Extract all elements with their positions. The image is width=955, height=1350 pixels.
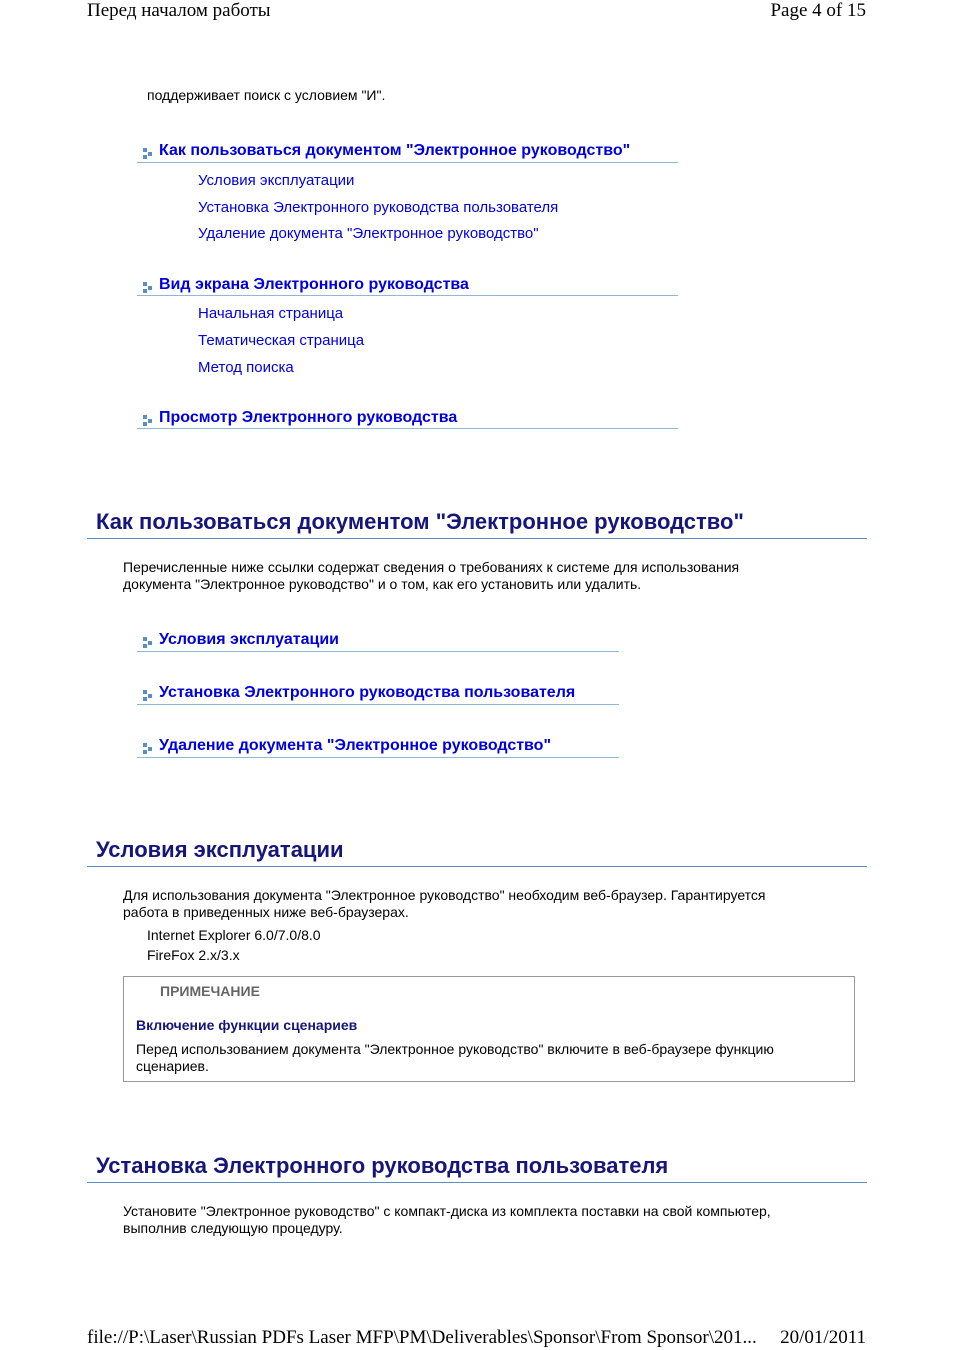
link-uninstall[interactable]: Удаление документа "Электронное руководство" [159, 737, 552, 754]
page-number: Page 4 of 15 [770, 0, 866, 21]
section-text: Для использования документа "Электронное руководство" необходим веб-браузер. Гарантируется [123, 887, 766, 903]
toc-sublink[interactable]: Начальная страница [198, 305, 344, 322]
section-heading: Установка Электронного руководства пользователя [96, 1153, 669, 1178]
section-heading: Как пользоваться документом "Электронное руководство" [96, 509, 744, 534]
toc-sublink[interactable]: Метод поиска [198, 359, 294, 376]
bullet-icon [143, 282, 152, 293]
toc-sublink[interactable]: Удаление документа "Электронное руководство" [198, 225, 539, 242]
section-heading: Условия эксплуатации [96, 837, 344, 862]
section-text: Установите "Электронное руководство" с компакт-диска из комплекта поставки на свой компьютер, [123, 1203, 771, 1219]
bullet-icon [143, 637, 152, 648]
note-title: Включение функции сценариев [136, 1017, 358, 1033]
toc-sublink[interactable]: Тематическая страница [198, 332, 365, 349]
divider [137, 162, 678, 163]
divider [137, 757, 619, 758]
divider [137, 295, 678, 296]
note-text: Перед использованием документа "Электронное руководство" включите в веб-браузере функцию [136, 1041, 774, 1057]
link-install[interactable]: Установка Электронного руководства пользователя [159, 684, 576, 701]
bullet-icon [143, 690, 152, 701]
header-title: Перед началом работы [87, 0, 271, 21]
note-label: ПРИМЕЧАНИЕ [160, 983, 260, 999]
intro-text: поддерживает поиск с условием "И". [147, 87, 386, 103]
footer-path: file://P:\Laser\Russian PDFs Laser MFP\PM\Deliverables\Sponsor\From Sponsor\201... [87, 1327, 757, 1348]
divider [137, 704, 619, 705]
link-requirements[interactable]: Условия эксплуатации [159, 631, 339, 648]
divider [87, 866, 867, 867]
section-text: работа в приведенных ниже веб-браузерах. [123, 904, 409, 920]
browser-item: FireFox 2.x/3.x [147, 947, 240, 963]
footer-date: 20/01/2011 [780, 1327, 866, 1348]
toc-sublink[interactable]: Условия эксплуатации [198, 172, 355, 189]
bullet-icon [143, 743, 152, 754]
note-text: сценариев. [136, 1058, 209, 1074]
toc-link-view[interactable]: Просмотр Электронного руководства [159, 409, 458, 426]
divider [137, 428, 678, 429]
divider [87, 1182, 867, 1183]
toc-link-screen[interactable]: Вид экрана Электронного руководства [159, 276, 469, 293]
bullet-icon [143, 415, 152, 426]
browser-item: Internet Explorer 6.0/7.0/8.0 [147, 927, 321, 943]
bullet-icon [143, 148, 152, 159]
section-text: выполнив следующую процедуру. [123, 1220, 343, 1236]
divider [87, 538, 867, 539]
toc-link-usage[interactable]: Как пользоваться документом "Электронное руководство" [159, 142, 631, 159]
toc-sublink[interactable]: Установка Электронного руководства пользователя [198, 199, 559, 216]
section-text: Перечисленные ниже ссылки содержат сведения о требованиях к системе для использования [123, 559, 740, 575]
divider [137, 651, 619, 652]
section-text: документа "Электронное руководство" и о том, как его установить или удалить. [123, 576, 642, 592]
